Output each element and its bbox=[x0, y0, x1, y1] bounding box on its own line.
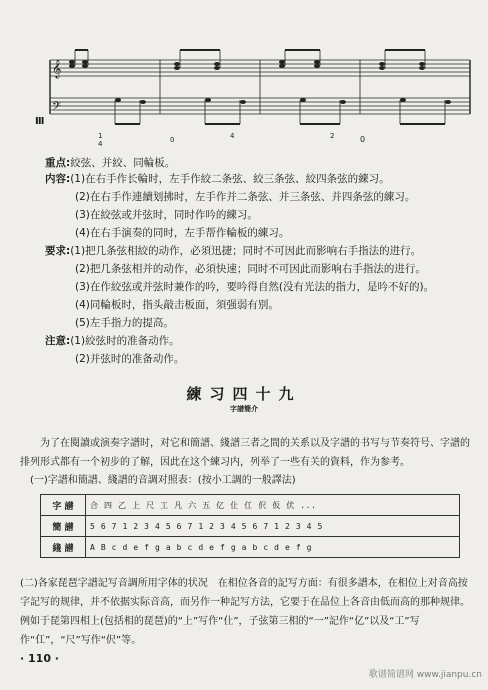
page-number: · 110 · bbox=[20, 652, 59, 665]
focus-line bbox=[45, 156, 175, 170]
table-header-cell: 綫 譜 bbox=[41, 537, 86, 558]
requirement-item: (3)在作絞弦或并弦时兼作的吟，要吟得自然(没有光法的指力，是吟不好的)。 bbox=[75, 281, 435, 293]
content-item: (4)在右手演奏的同时，左手帮作輪板的練习。 bbox=[75, 227, 290, 239]
requirement-item: (4)同輪板时，指头敲击板面，須强弱有别。 bbox=[75, 299, 279, 311]
requirement-item: (1)把几条弦相絞的动作，必須迅捷；同时不可因此而影响右手指法的进行。 bbox=[70, 245, 422, 257]
table-row bbox=[41, 516, 460, 537]
table-caption: (一)字譜和簡譜、綫譜的音調对照表：(按小工調的一般譯法) bbox=[30, 475, 296, 486]
svg-text:2: 2 bbox=[330, 132, 335, 140]
note-item: (2)并弦时的准备动作。 bbox=[75, 353, 185, 365]
content-item: (3)在絞弦或并弦时，同时作吟的練习。 bbox=[75, 209, 258, 221]
table-header-cell: 字 譜 bbox=[41, 495, 86, 516]
svg-text:0: 0 bbox=[170, 136, 175, 144]
svg-text:4: 4 bbox=[230, 132, 235, 140]
requirement-item: (2)把几条弦相并的动作，必須快速；同时不可因此而影响右手指法的进行。 bbox=[75, 263, 426, 275]
focus-label: 重点: bbox=[45, 157, 71, 169]
svg-text:4: 4 bbox=[98, 140, 103, 148]
notation-paragraph: (二)各家琵琶字譜記写音調所用字体的状况 在相位各音的記写方面：有很多譜本，在相位上对音高按字記写的规律，并不依据实际音高，而另作一种記写方法，它要于在品位上各音由低而高的那种规律。例如于琵第四相上(包括相的琵琶)的“上”写作“仩”，子弦第三相的“一”記作“亿”以及“工”写作“仜”，“尺”写作“伬”等。 bbox=[20, 578, 470, 646]
notation-table bbox=[40, 494, 460, 558]
requirement-item: (5)左手指力的提高。 bbox=[75, 317, 174, 329]
table-cell: 合 四 乙 上 尺 工 凡 六 五 亿 仩 仜 伬 仮 伏 ... bbox=[86, 495, 460, 516]
svg-text:0: 0 bbox=[360, 135, 366, 144]
content-label: 内容: bbox=[45, 173, 71, 185]
table-header-cell: 簡 譜 bbox=[41, 516, 86, 537]
requirements-label: 要求: bbox=[45, 245, 71, 257]
requirements-line-1 bbox=[45, 244, 421, 258]
music-score bbox=[30, 38, 480, 148]
position-marker: Ⅲ bbox=[35, 116, 45, 127]
section-subtitle: 字譜簡介 bbox=[230, 405, 258, 413]
table-row bbox=[41, 495, 460, 516]
intro-paragraph: 为了在閱讀或演奏字譜时，对它和簡譜、綫譜三者之間的关系以及字譜的书写与节奏符号、字譜的排列形式都有一个初步的了解，因此在这个練习内，列举了一些有关的資料，作为参考。 bbox=[20, 438, 470, 468]
table-cell: 5 6 7 1 2 3 4 5 6 7 1 2 3 4 5 6 7 1 2 3 4 5 bbox=[86, 516, 460, 537]
note-item: (1)絞弦时的准备动作。 bbox=[70, 335, 180, 347]
notes-line-1 bbox=[45, 334, 180, 348]
table-cell: A B c d e f g a b c d e f g a b c d e f g bbox=[86, 537, 460, 558]
watermark: 歌谱简谱网 www.jianpu.cn bbox=[368, 670, 482, 680]
svg-text:1: 1 bbox=[98, 132, 103, 140]
focus-text: 絞弦、并絞、同輪板。 bbox=[70, 157, 176, 169]
content-line-1 bbox=[45, 172, 390, 186]
content-item: (2)在右手作連續划拂时，左手作并二条弦、并三条弦、并四条弦的練习。 bbox=[75, 191, 416, 203]
table-row bbox=[41, 537, 460, 558]
section-title: 練习四十九 bbox=[186, 385, 302, 403]
notes-label: 注意: bbox=[45, 335, 71, 347]
svg-text:𝄞: 𝄞 bbox=[52, 59, 62, 78]
content-item: (1)在右手作长輪时，左手作絞二条弦、絞三条弦、絞四条弦的練习。 bbox=[70, 173, 390, 185]
svg-text:𝄢: 𝄢 bbox=[52, 100, 62, 116]
